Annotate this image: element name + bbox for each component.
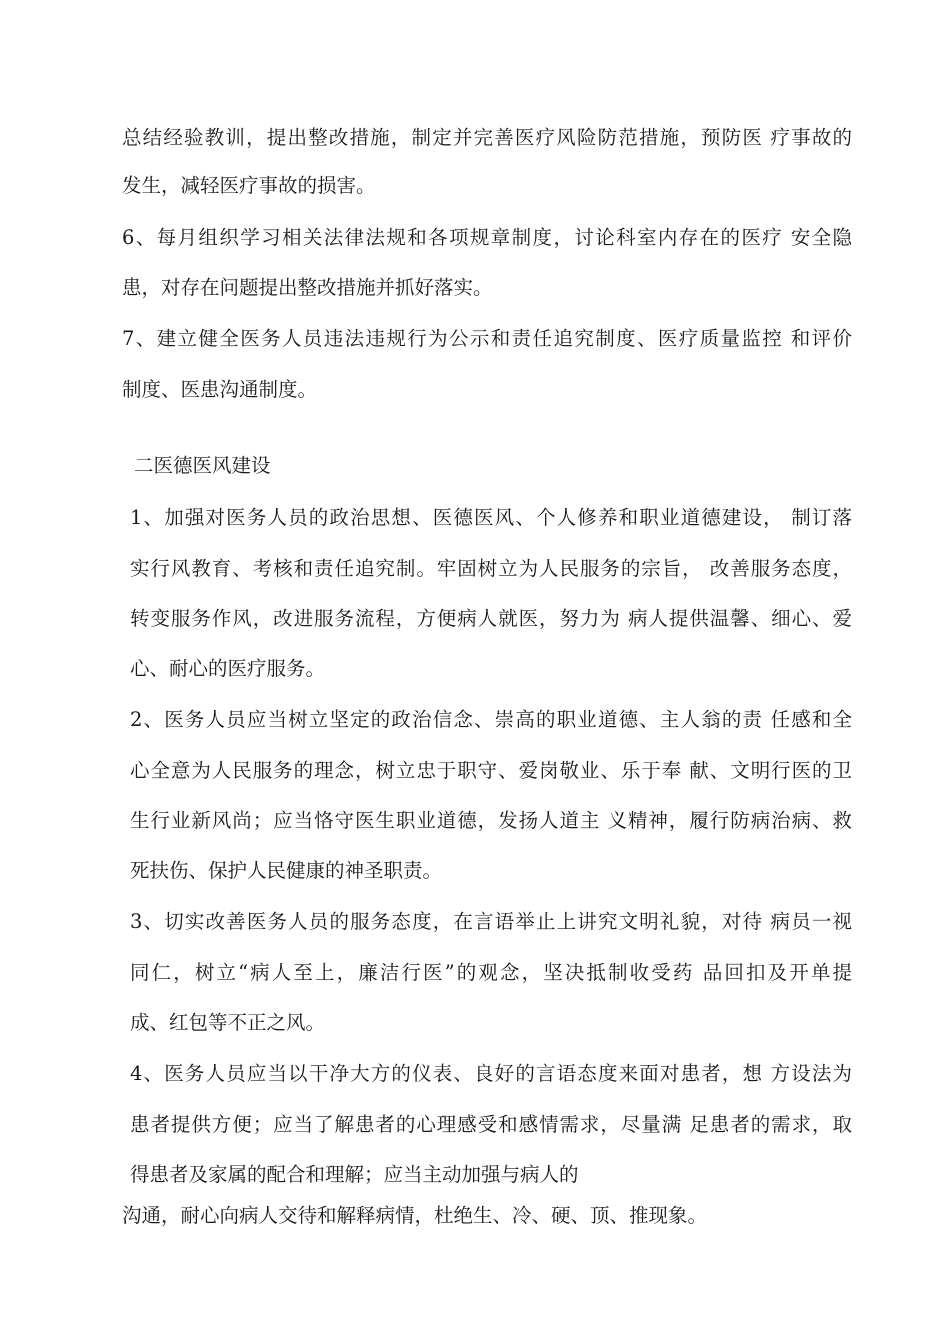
- paragraph-line: 生行业新风尚；应当恪守医生职业道德，发扬人道主 义精神，履行防病治病、救: [130, 809, 852, 832]
- paragraph-line: 患，对存在问题提出整改措施并抓好落实。: [122, 276, 493, 299]
- paragraph-line: 3、切实改善医务人员的服务态度，在言语举止上讲究文明礼貌，对待 病员一视: [130, 910, 852, 933]
- paragraph-line: 6、每月组织学习相关法律法规和各项规章制度，讨论科室内存在的医疗 安全隐: [122, 226, 852, 249]
- paragraph-line: 转变服务作风，改进服务流程，方便病人就医，努力为 病人提供温馨、细心、爱: [130, 607, 852, 630]
- paragraph-line: 4、医务人员应当以干净大方的仪表、良好的言语态度来面对患者，想 方设法为: [130, 1062, 852, 1085]
- paragraph-line: 2、医务人员应当树立坚定的政治信念、崇高的职业道德、主人翁的责 任感和全: [130, 708, 852, 731]
- paragraph-line: 心、耐心的医疗服务。: [130, 657, 326, 680]
- paragraph-line: 7、建立健全医务人员违法违规行为公示和责任追究制度、医疗质量监控 和评价: [122, 327, 852, 350]
- paragraph-line: 1、加强对医务人员的政治思想、医德医风、个人修养和职业道德建设， 制订落: [130, 506, 852, 529]
- paragraph-line: 沟通，耐心向病人交待和解释病情，杜绝生、冷、硬、顶、推现象。: [122, 1204, 708, 1227]
- paragraph-line: 同仁，树立“病人至上，廉洁行医”的观念，坚决抵制收受药 品回扣及开单提: [130, 961, 852, 984]
- paragraph-line: 制度、医患沟通制度。: [122, 378, 318, 401]
- paragraph-line: 总结经验教训，提出整改措施，制定并完善医疗风险防范措施，预防医 疗事故的: [122, 126, 852, 149]
- paragraph-line: 发生，减轻医疗事故的损害。: [122, 174, 376, 197]
- paragraph-line: 心全意为人民服务的理念，树立忠于职守、爱岗敬业、乐于奉 献、文明行医的卫: [130, 759, 852, 782]
- paragraph-line: 实行风教育、考核和责任追究制。牢固树立为人民服务的宗旨， 改善服务态度，: [130, 557, 852, 580]
- paragraph-line: 患者提供方便；应当了解患者的心理感受和感情需求，尽量满 足患者的需求，取: [130, 1113, 852, 1136]
- paragraph-line: 死扶伤、保护人民健康的神圣职责。: [130, 859, 443, 882]
- paragraph-line: 得患者及家属的配合和理解；应当主动加强与病人的: [130, 1163, 579, 1186]
- section-heading: 二医德医风建设: [134, 454, 271, 477]
- paragraph-line: 成、红包等不正之风。: [130, 1011, 326, 1034]
